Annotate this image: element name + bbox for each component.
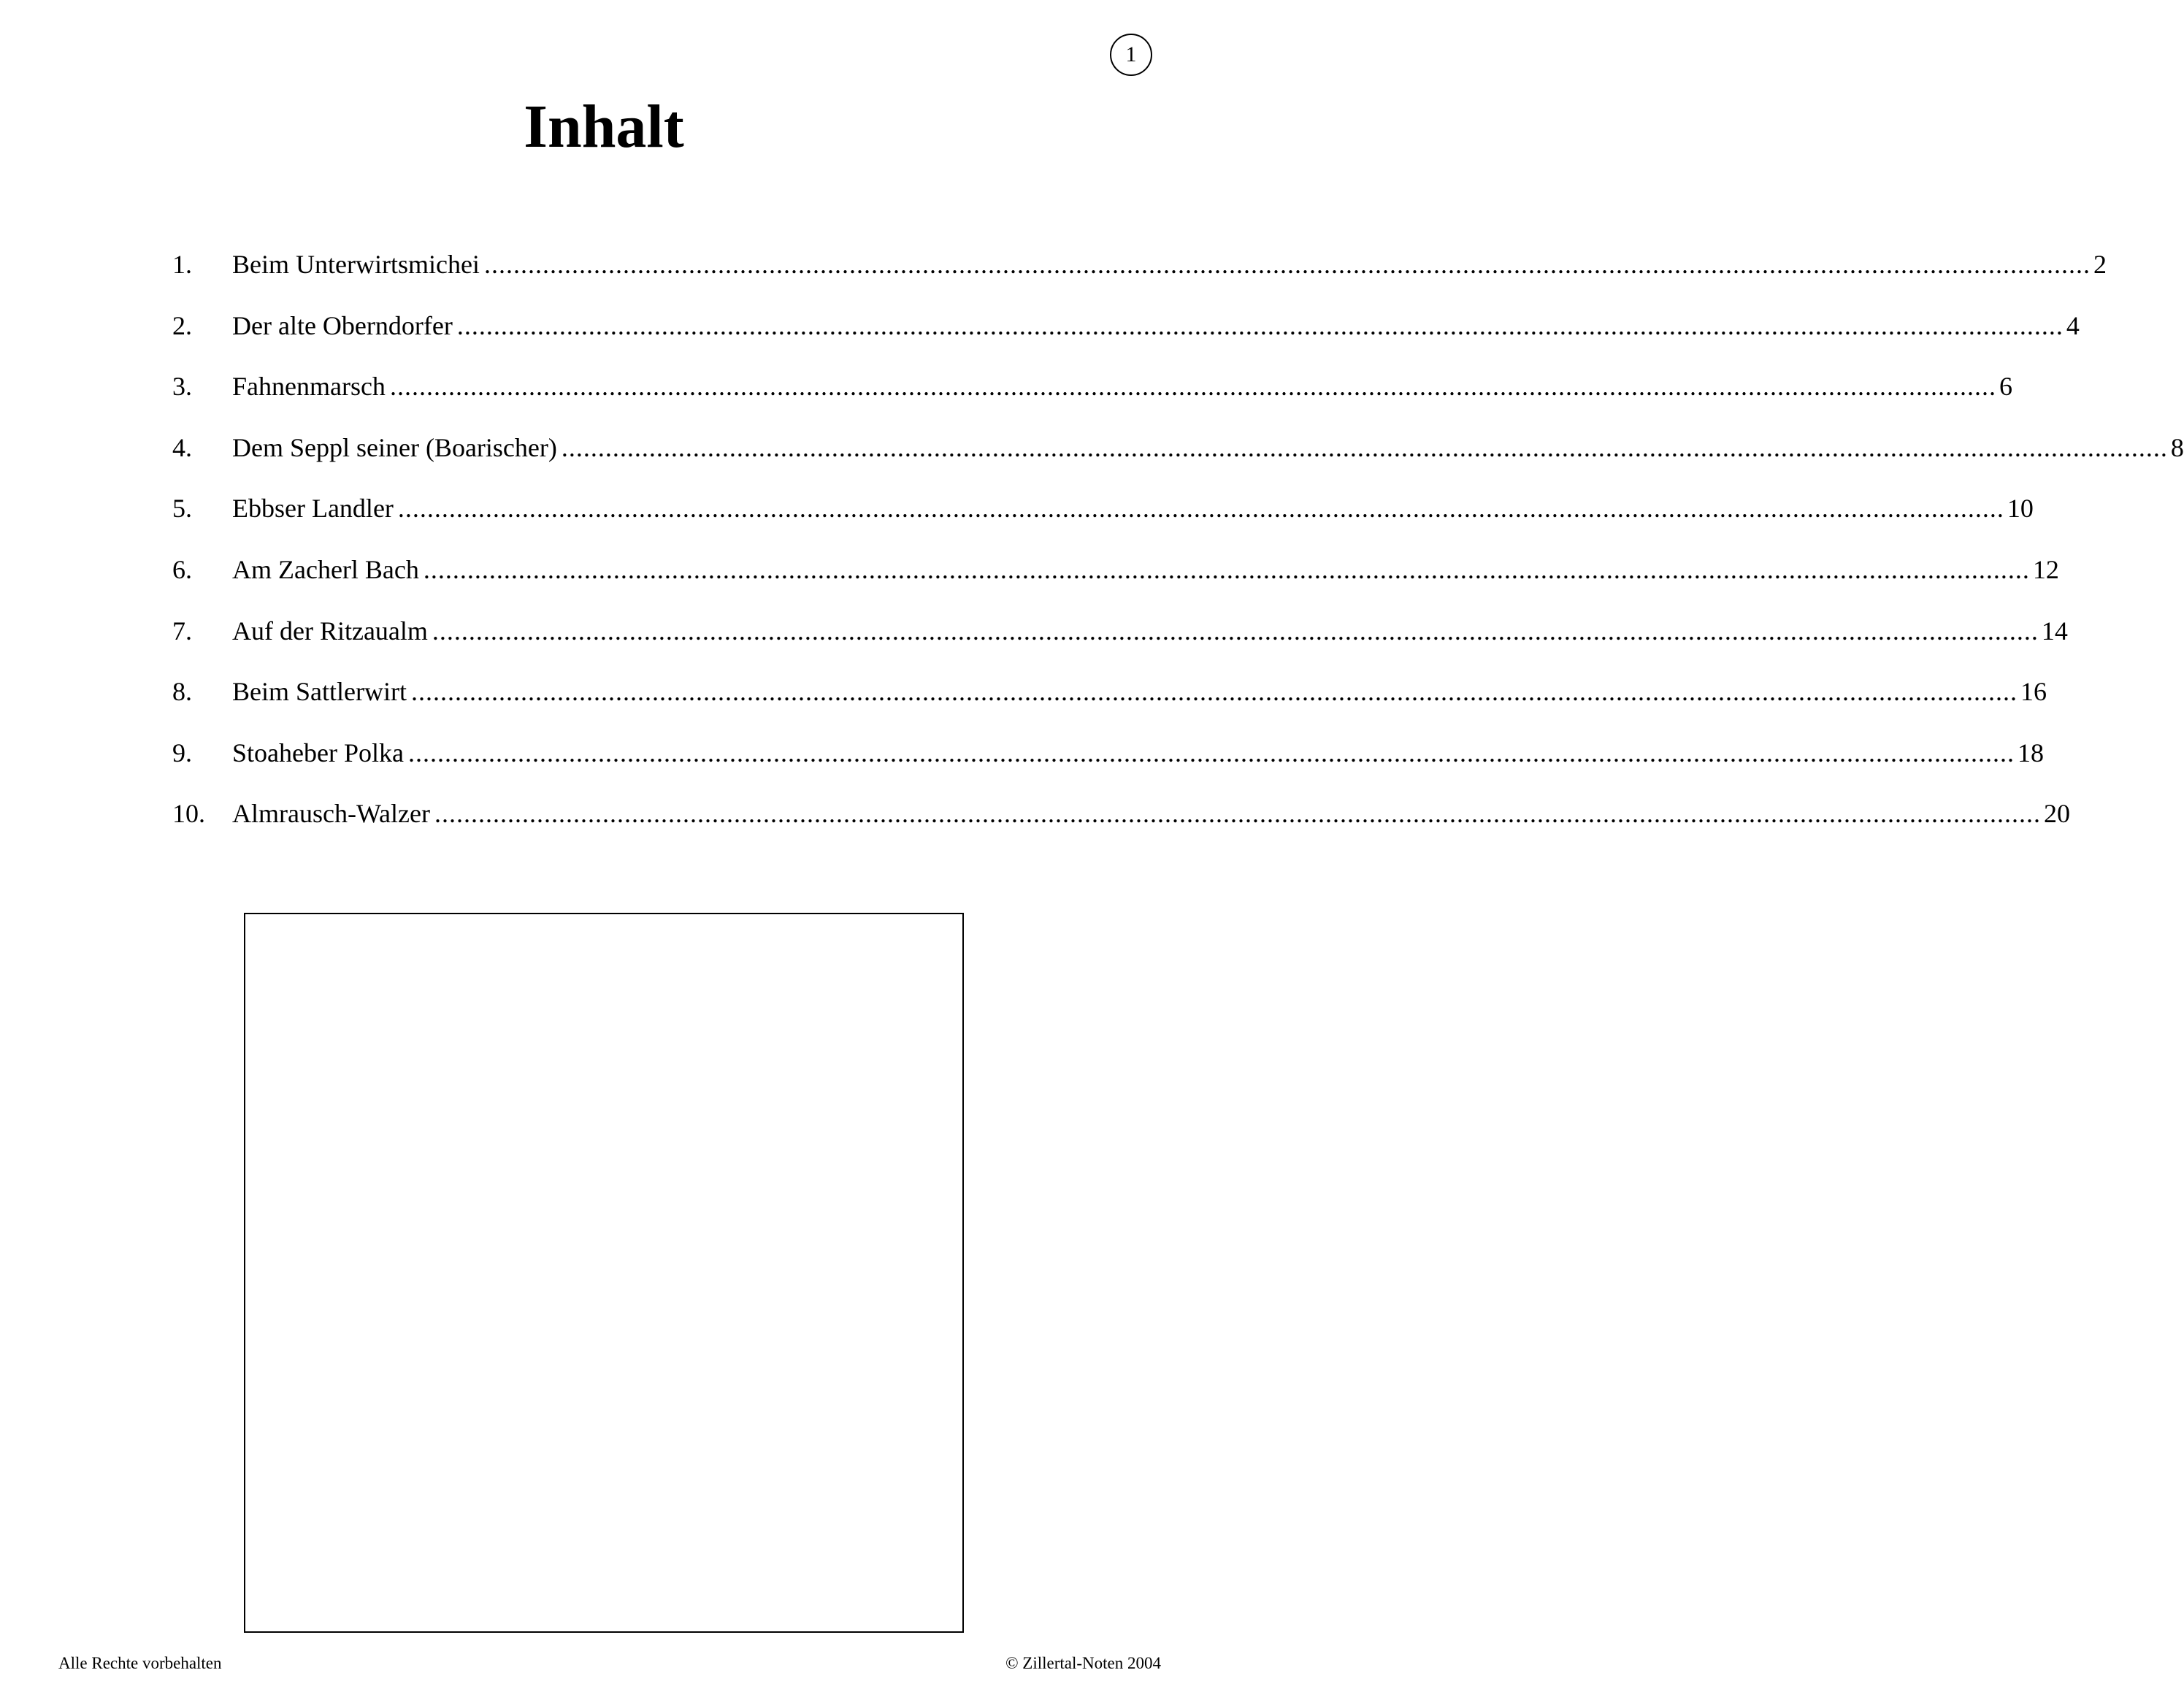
- toc-entry: [172, 799, 2070, 862]
- toc-entry: [172, 310, 2080, 374]
- toc-entry: [172, 677, 2047, 740]
- toc-entry-title: Almrausch-Walzer: [232, 799, 430, 829]
- toc-entry-number: 6.: [172, 554, 192, 584]
- toc-entry-title: Fahnenmarsch: [232, 372, 386, 402]
- toc-entry-title: Der alte Oberndorfer: [232, 310, 453, 340]
- toc-dot-leader: ............................................................................................................................................................................................................................: [397, 494, 2004, 524]
- toc-entry-number: 8.: [172, 677, 192, 707]
- toc-entry-title: Beim Unterwirtsmichei: [232, 250, 480, 279]
- toc-dot-leader: ............................................................................................................................................................................................................................: [561, 432, 2168, 462]
- toc-entry: [172, 372, 2012, 434]
- toc-entry: [172, 432, 2184, 496]
- toc-entry-page: 2: [2093, 250, 2107, 279]
- toc-entry-number: 3.: [172, 372, 192, 402]
- toc-entry-page: 8: [2170, 432, 2184, 462]
- toc-entry-number: 5.: [172, 494, 192, 524]
- page-number-badge: [1110, 34, 1152, 76]
- toc-entry-page: 16: [2020, 677, 2047, 707]
- toc-entry-number: 10.: [172, 799, 205, 829]
- toc-entry-title: Auf der Ritzaualm: [232, 616, 428, 646]
- toc-entry-title: Beim Sattlerwirt: [232, 677, 407, 707]
- toc-dot-leader: ............................................................................................................................................................................................................................: [389, 372, 1996, 402]
- toc-entry-title: Ebbser Landler: [232, 494, 394, 524]
- toc-entry-page: 20: [2043, 799, 2070, 829]
- toc-entry-page: 6: [1999, 372, 2012, 402]
- toc-entry-number: 9.: [172, 738, 192, 767]
- toc-entry: [172, 250, 2107, 313]
- toc-entry: [172, 738, 2044, 801]
- toc-entry-page: 14: [2041, 616, 2068, 646]
- toc-entry: [172, 494, 2034, 556]
- toc-entry-title: Stoaheber Polka: [232, 738, 404, 767]
- toc-dot-leader: ............................................................................................................................................................................................................................: [456, 310, 2064, 340]
- toc-entry-page: 18: [2017, 738, 2044, 767]
- toc-dot-leader: ............................................................................................................................................................................................................................: [423, 554, 2030, 584]
- footer-copyright: © Zillertal-Noten 2004: [1005, 1654, 1161, 1672]
- toc-entry-title: Dem Seppl seiner (Boarischer): [232, 432, 557, 462]
- toc-dot-leader: ............................................................................................................................................................................................................................: [410, 677, 2018, 707]
- image-placeholder-frame: [244, 913, 964, 1633]
- toc-entry-number: 2.: [172, 310, 192, 340]
- toc-entry-title: Am Zacherl Bach: [232, 554, 419, 584]
- toc-entry-page: 4: [2066, 310, 2080, 340]
- table-of-contents: [172, 250, 2184, 862]
- toc-entry-page: 10: [2007, 494, 2034, 524]
- toc-entry-number: 7.: [172, 616, 192, 646]
- toc-dot-leader: ............................................................................................................................................................................................................................: [434, 799, 2041, 829]
- toc-dot-leader: ............................................................................................................................................................................................................................: [407, 738, 2015, 767]
- toc-entry-number: 1.: [172, 250, 192, 279]
- toc-dot-leader: ............................................................................................................................................................................................................................: [483, 250, 2091, 279]
- footer-rights: Alle Rechte vorbehalten: [58, 1654, 222, 1672]
- page-title: Inhalt: [524, 93, 684, 161]
- toc-entry: [172, 554, 2059, 618]
- page-number: 1: [1125, 42, 1137, 66]
- toc-entry-page: 12: [2032, 554, 2059, 584]
- toc-entry: [172, 616, 2068, 679]
- toc-dot-leader: ............................................................................................................................................................................................................................: [432, 616, 2039, 646]
- toc-entry-number: 4.: [172, 432, 192, 462]
